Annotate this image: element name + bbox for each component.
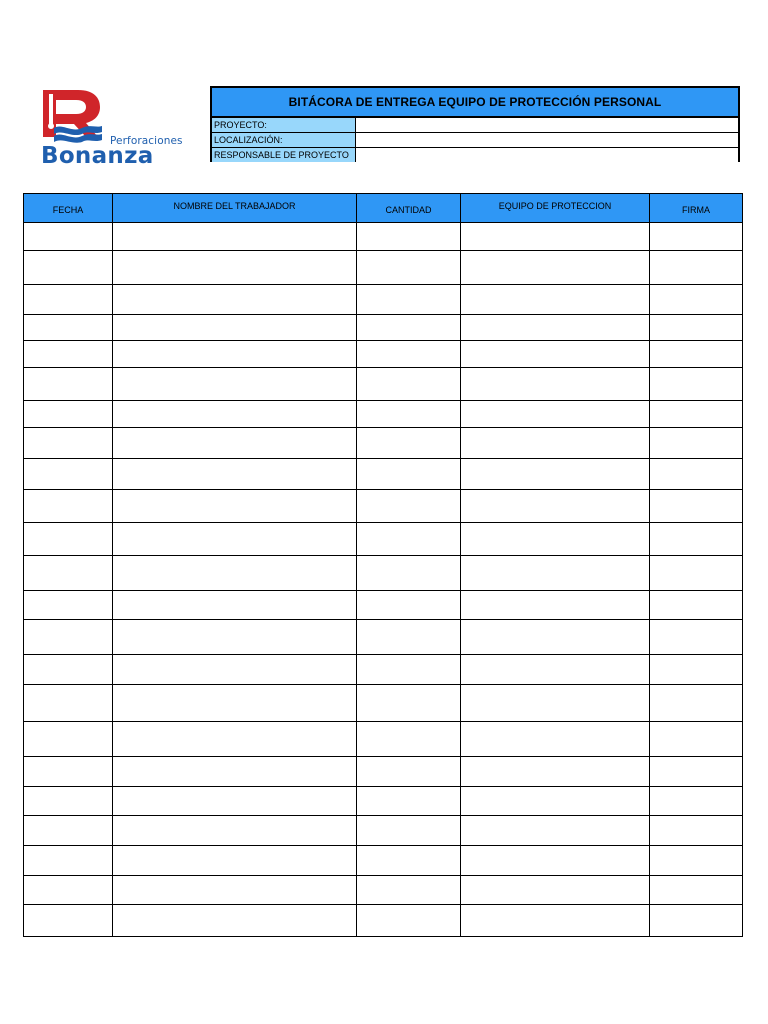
cell-equipo[interactable] bbox=[461, 685, 650, 722]
info-value-localizacion[interactable] bbox=[356, 133, 738, 147]
cell-firma[interactable] bbox=[650, 722, 743, 757]
table-row bbox=[24, 459, 743, 490]
table-row bbox=[24, 285, 743, 315]
cell-firma[interactable] bbox=[650, 401, 743, 428]
cell-fecha[interactable] bbox=[24, 846, 113, 876]
table-row bbox=[24, 876, 743, 905]
table-row bbox=[24, 685, 743, 722]
cell-nombre[interactable] bbox=[113, 459, 357, 490]
cell-firma[interactable] bbox=[650, 787, 743, 816]
cell-cantidad[interactable] bbox=[357, 846, 461, 876]
cell-firma[interactable] bbox=[650, 685, 743, 722]
info-row-responsable bbox=[212, 148, 738, 162]
cell-firma[interactable] bbox=[650, 591, 743, 620]
cell-firma[interactable] bbox=[650, 523, 743, 556]
document-title: BITÁCORA DE ENTREGA EQUIPO DE PROTECCIÓN PERSONAL bbox=[212, 88, 738, 118]
table-row bbox=[24, 341, 743, 368]
column-header-equipo: EQUIPO DE PROTECCION bbox=[461, 194, 650, 223]
cell-cantidad[interactable] bbox=[357, 685, 461, 722]
cell-cantidad[interactable] bbox=[357, 428, 461, 459]
cell-nombre[interactable] bbox=[113, 876, 357, 905]
cell-fecha[interactable] bbox=[24, 315, 113, 341]
cell-fecha[interactable] bbox=[24, 816, 113, 846]
cell-cantidad[interactable] bbox=[357, 905, 461, 937]
cell-fecha[interactable] bbox=[24, 876, 113, 905]
cell-equipo[interactable] bbox=[461, 490, 650, 523]
cell-equipo[interactable] bbox=[461, 556, 650, 591]
cell-equipo[interactable] bbox=[461, 722, 650, 757]
cell-firma[interactable] bbox=[650, 223, 743, 251]
cell-firma[interactable] bbox=[650, 368, 743, 401]
cell-fecha[interactable] bbox=[24, 428, 113, 459]
cell-nombre[interactable] bbox=[113, 490, 357, 523]
cell-cantidad[interactable] bbox=[357, 285, 461, 315]
cell-nombre[interactable] bbox=[113, 368, 357, 401]
cell-equipo[interactable] bbox=[461, 315, 650, 341]
table-row bbox=[24, 591, 743, 620]
table-row bbox=[24, 620, 743, 655]
cell-cantidad[interactable] bbox=[357, 368, 461, 401]
table-row bbox=[24, 846, 743, 876]
header-info-box bbox=[210, 86, 740, 162]
company-logo bbox=[40, 88, 190, 168]
cell-fecha[interactable] bbox=[24, 401, 113, 428]
cell-cantidad[interactable] bbox=[357, 620, 461, 655]
cell-fecha[interactable] bbox=[24, 787, 113, 816]
cell-cantidad[interactable] bbox=[357, 876, 461, 905]
cell-firma[interactable] bbox=[650, 620, 743, 655]
cell-equipo[interactable] bbox=[461, 401, 650, 428]
cell-equipo[interactable] bbox=[461, 620, 650, 655]
table-body bbox=[24, 223, 743, 937]
cell-nombre[interactable] bbox=[113, 787, 357, 816]
cell-cantidad[interactable] bbox=[357, 315, 461, 341]
table-row bbox=[24, 251, 743, 285]
cell-nombre[interactable] bbox=[113, 315, 357, 341]
cell-cantidad[interactable] bbox=[357, 787, 461, 816]
cell-firma[interactable] bbox=[650, 816, 743, 846]
cell-equipo[interactable] bbox=[461, 591, 650, 620]
table-row bbox=[24, 523, 743, 556]
cell-equipo[interactable] bbox=[461, 655, 650, 685]
table-row bbox=[24, 816, 743, 846]
cell-nombre[interactable] bbox=[113, 685, 357, 722]
cell-nombre[interactable] bbox=[113, 223, 357, 251]
cell-cantidad[interactable] bbox=[357, 655, 461, 685]
cell-fecha[interactable] bbox=[24, 251, 113, 285]
table-row bbox=[24, 223, 743, 251]
cell-nombre[interactable] bbox=[113, 341, 357, 368]
cell-cantidad[interactable] bbox=[357, 591, 461, 620]
cell-equipo[interactable] bbox=[461, 341, 650, 368]
cell-cantidad[interactable] bbox=[357, 722, 461, 757]
column-header-nombre: NOMBRE DEL TRABAJADOR bbox=[113, 194, 357, 223]
cell-firma[interactable] bbox=[650, 846, 743, 876]
table-row bbox=[24, 722, 743, 757]
cell-equipo[interactable] bbox=[461, 368, 650, 401]
cell-nombre[interactable] bbox=[113, 556, 357, 591]
cell-nombre[interactable] bbox=[113, 846, 357, 876]
cell-firma[interactable] bbox=[650, 905, 743, 937]
column-header-firma: FIRMA bbox=[650, 194, 743, 223]
cell-fecha[interactable] bbox=[24, 905, 113, 937]
logo-wordmark: Bonanza bbox=[41, 143, 154, 169]
cell-equipo[interactable] bbox=[461, 905, 650, 937]
cell-fecha[interactable] bbox=[24, 368, 113, 401]
cell-fecha[interactable] bbox=[24, 757, 113, 787]
cell-equipo[interactable] bbox=[461, 787, 650, 816]
info-label-proyecto: PROYECTO: bbox=[212, 118, 356, 132]
cell-fecha[interactable] bbox=[24, 523, 113, 556]
info-label-localizacion: LOCALIZACIÓN: bbox=[212, 133, 356, 147]
column-header-cantidad: CANTIDAD bbox=[357, 194, 461, 223]
delivery-log-table bbox=[23, 193, 743, 937]
cell-cantidad[interactable] bbox=[357, 816, 461, 846]
cell-nombre[interactable] bbox=[113, 428, 357, 459]
cell-nombre[interactable] bbox=[113, 620, 357, 655]
cell-fecha[interactable] bbox=[24, 556, 113, 591]
cell-cantidad[interactable] bbox=[357, 523, 461, 556]
cell-cantidad[interactable] bbox=[357, 490, 461, 523]
cell-firma[interactable] bbox=[650, 428, 743, 459]
cell-equipo[interactable] bbox=[461, 459, 650, 490]
cell-nombre[interactable] bbox=[113, 523, 357, 556]
cell-nombre[interactable] bbox=[113, 655, 357, 685]
cell-nombre[interactable] bbox=[113, 722, 357, 757]
cell-equipo[interactable] bbox=[461, 251, 650, 285]
cell-firma[interactable] bbox=[650, 315, 743, 341]
cell-equipo[interactable] bbox=[461, 846, 650, 876]
cell-equipo[interactable] bbox=[461, 816, 650, 846]
cell-fecha[interactable] bbox=[24, 341, 113, 368]
cell-firma[interactable] bbox=[650, 251, 743, 285]
cell-fecha[interactable] bbox=[24, 685, 113, 722]
info-row-proyecto bbox=[212, 118, 738, 133]
cell-fecha[interactable] bbox=[24, 620, 113, 655]
cell-nombre[interactable] bbox=[113, 591, 357, 620]
cell-cantidad[interactable] bbox=[357, 251, 461, 285]
cell-fecha[interactable] bbox=[24, 591, 113, 620]
table-row bbox=[24, 556, 743, 591]
info-value-responsable[interactable] bbox=[356, 148, 738, 162]
table-header-row bbox=[24, 194, 743, 223]
cell-firma[interactable] bbox=[650, 490, 743, 523]
cell-firma[interactable] bbox=[650, 757, 743, 787]
cell-equipo[interactable] bbox=[461, 757, 650, 787]
table-row bbox=[24, 315, 743, 341]
table-row bbox=[24, 490, 743, 523]
cell-equipo[interactable] bbox=[461, 428, 650, 459]
cell-fecha[interactable] bbox=[24, 459, 113, 490]
cell-cantidad[interactable] bbox=[357, 556, 461, 591]
cell-cantidad[interactable] bbox=[357, 459, 461, 490]
cell-equipo[interactable] bbox=[461, 876, 650, 905]
cell-cantidad[interactable] bbox=[357, 223, 461, 251]
cell-equipo[interactable] bbox=[461, 523, 650, 556]
cell-nombre[interactable] bbox=[113, 285, 357, 315]
info-value-proyecto[interactable] bbox=[356, 118, 738, 132]
info-row-localizacion bbox=[212, 133, 738, 148]
cell-nombre[interactable] bbox=[113, 401, 357, 428]
cell-nombre[interactable] bbox=[113, 905, 357, 937]
table-row bbox=[24, 655, 743, 685]
cell-cantidad[interactable] bbox=[357, 757, 461, 787]
cell-firma[interactable] bbox=[650, 556, 743, 591]
table-row bbox=[24, 401, 743, 428]
cell-fecha[interactable] bbox=[24, 490, 113, 523]
cell-fecha[interactable] bbox=[24, 285, 113, 315]
cell-fecha[interactable] bbox=[24, 655, 113, 685]
cell-cantidad[interactable] bbox=[357, 341, 461, 368]
info-label-responsable: RESPONSABLE DE PROYECTO bbox=[212, 148, 356, 162]
cell-firma[interactable] bbox=[650, 341, 743, 368]
cell-fecha[interactable] bbox=[24, 223, 113, 251]
cell-fecha[interactable] bbox=[24, 722, 113, 757]
table-row bbox=[24, 787, 743, 816]
cell-nombre[interactable] bbox=[113, 757, 357, 787]
cell-equipo[interactable] bbox=[461, 223, 650, 251]
table-row bbox=[24, 905, 743, 937]
cell-nombre[interactable] bbox=[113, 816, 357, 846]
cell-cantidad[interactable] bbox=[357, 401, 461, 428]
cell-equipo[interactable] bbox=[461, 285, 650, 315]
table-row bbox=[24, 757, 743, 787]
cell-firma[interactable] bbox=[650, 285, 743, 315]
cell-firma[interactable] bbox=[650, 876, 743, 905]
table-row bbox=[24, 428, 743, 459]
cell-firma[interactable] bbox=[650, 655, 743, 685]
table-row bbox=[24, 368, 743, 401]
cell-firma[interactable] bbox=[650, 459, 743, 490]
cell-nombre[interactable] bbox=[113, 251, 357, 285]
logo-subtitle: Perforaciones bbox=[110, 135, 183, 147]
column-header-fecha: FECHA bbox=[24, 194, 113, 223]
